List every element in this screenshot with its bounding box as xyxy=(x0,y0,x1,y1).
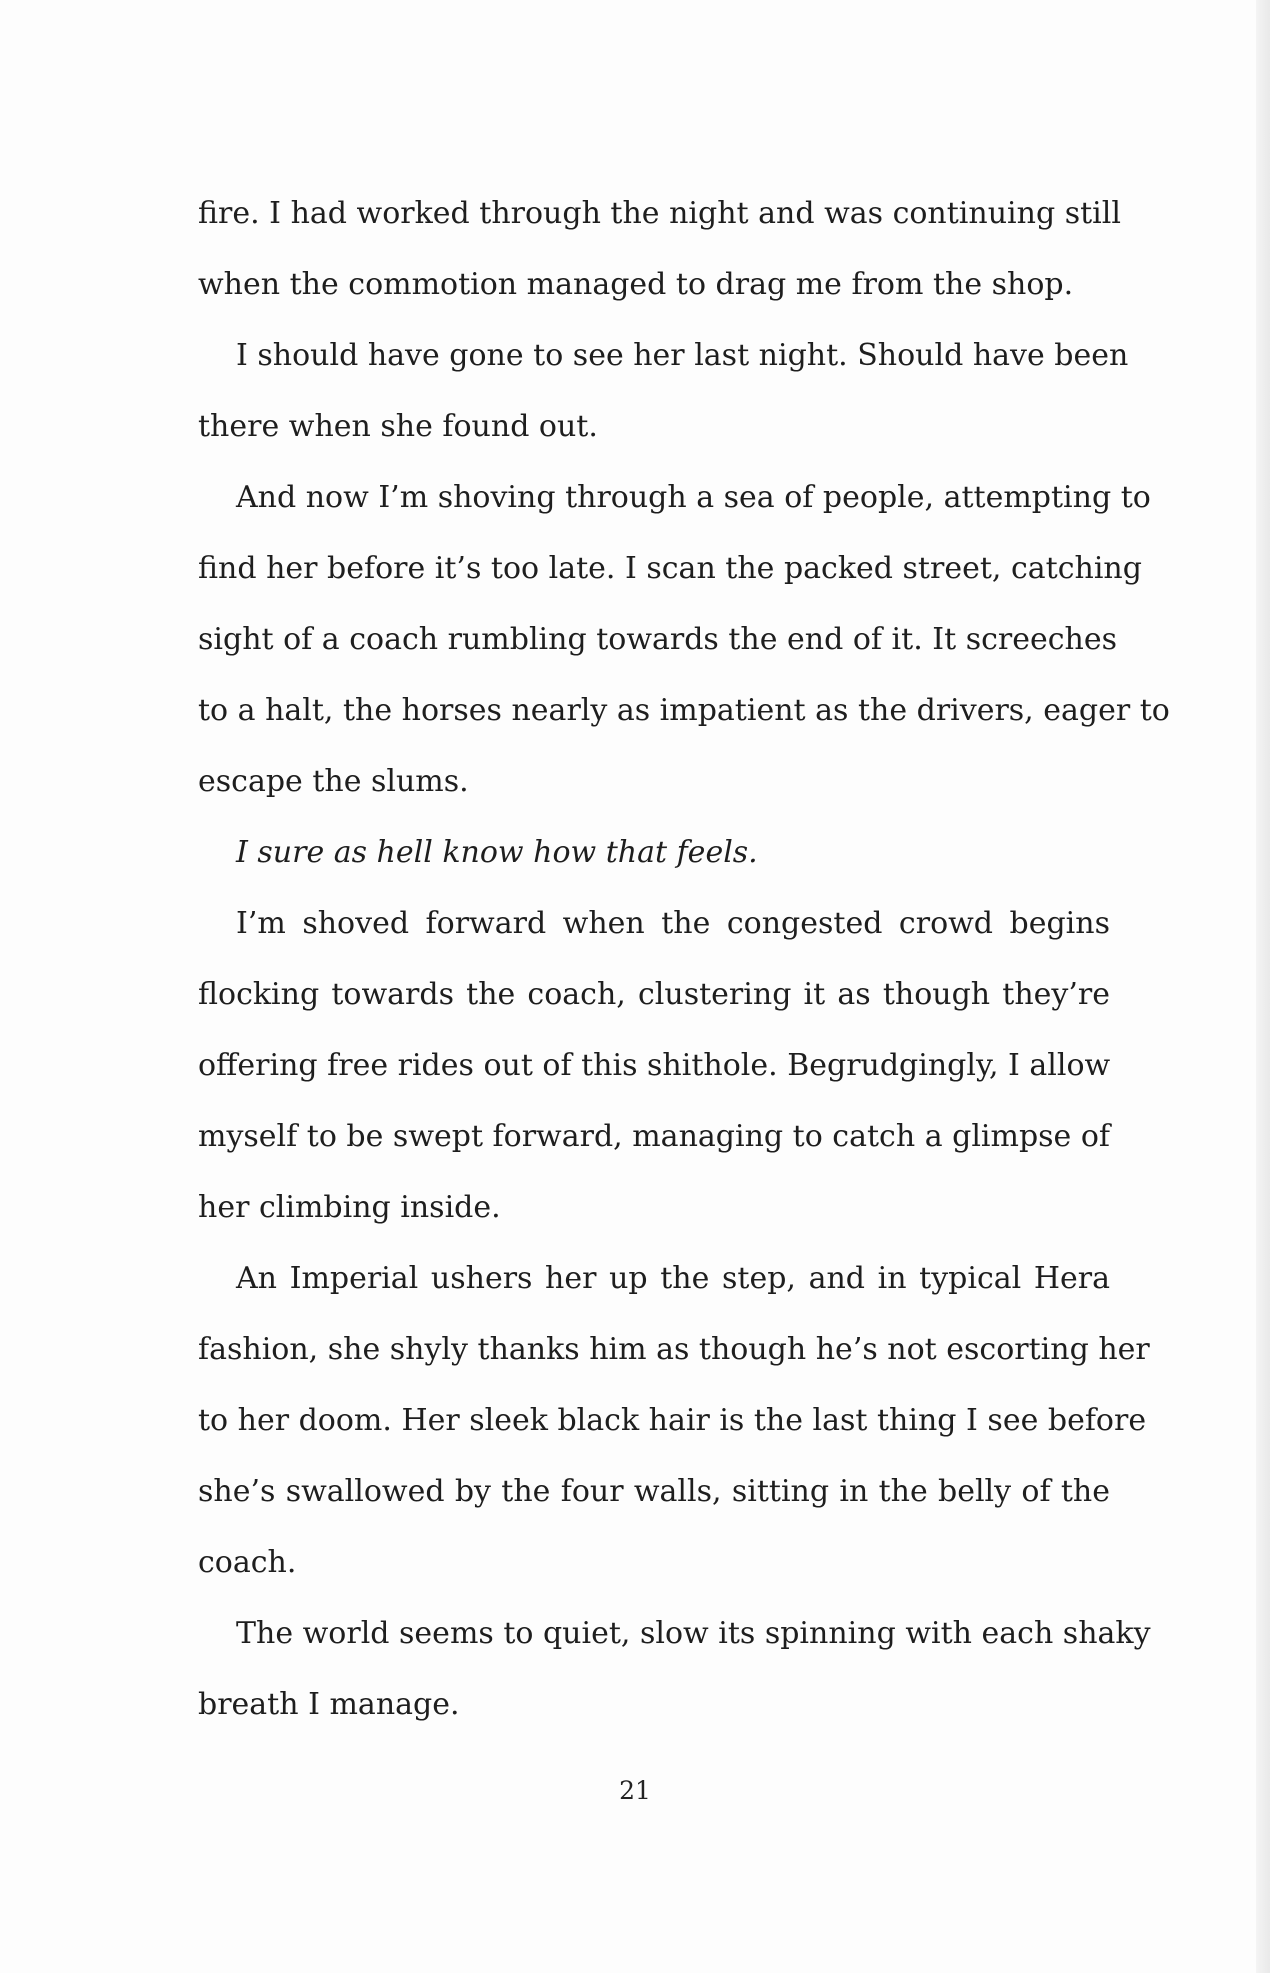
text-line: fashion, she shyly thanks him as though he’s not escorting her xyxy=(198,1332,1150,1367)
text-line: escape the slums. xyxy=(198,764,469,799)
text-line: And now I’m shoving through a sea of people, attempting to xyxy=(236,480,1151,515)
text-line: An Imperial ushers her up the step, and in typical Hera xyxy=(236,1261,1110,1296)
page-number: 21 xyxy=(619,1776,651,1805)
text-line: she’s swallowed by the four walls, sitting in the belly of the xyxy=(198,1474,1110,1509)
text-line: myself to be swept forward, managing to catch a glimpse of xyxy=(198,1119,1111,1154)
text-line: to a halt, the horses nearly as impatient as the drivers, eager to xyxy=(198,693,1170,728)
page-edge xyxy=(1256,0,1270,1973)
text-line: flocking towards the coach, clustering it as though they’re xyxy=(198,977,1110,1012)
text-line: offering free rides out of this shithole. Begrudgingly, I allow xyxy=(198,1048,1111,1083)
text-line: I should have gone to see her last night. Should have been xyxy=(236,338,1129,373)
text-line: The world seems to quiet, slow its spinning with each shaky xyxy=(236,1616,1151,1651)
text-line: fire. I had worked through the night and was continuing still xyxy=(198,196,1121,231)
text-line: her climbing inside. xyxy=(198,1190,501,1225)
body-text xyxy=(198,178,1170,1740)
italic-text-line: I sure as hell know how that feels. xyxy=(236,835,758,870)
text-line: there when she found out. xyxy=(198,409,598,444)
text-line: to her doom. Her sleek black hair is the last thing I see before xyxy=(198,1403,1147,1438)
text-line: breath I manage. xyxy=(198,1687,460,1722)
text-line: I’m shoved forward when the congested crowd begins xyxy=(236,906,1110,941)
text-line: coach. xyxy=(198,1545,297,1580)
text-line: find her before it’s too late. I scan the packed street, catching xyxy=(198,551,1142,586)
text-line: sight of a coach rumbling towards the end of it. It screeches xyxy=(198,622,1118,657)
text-line: when the commotion managed to drag me from the shop. xyxy=(198,267,1074,302)
